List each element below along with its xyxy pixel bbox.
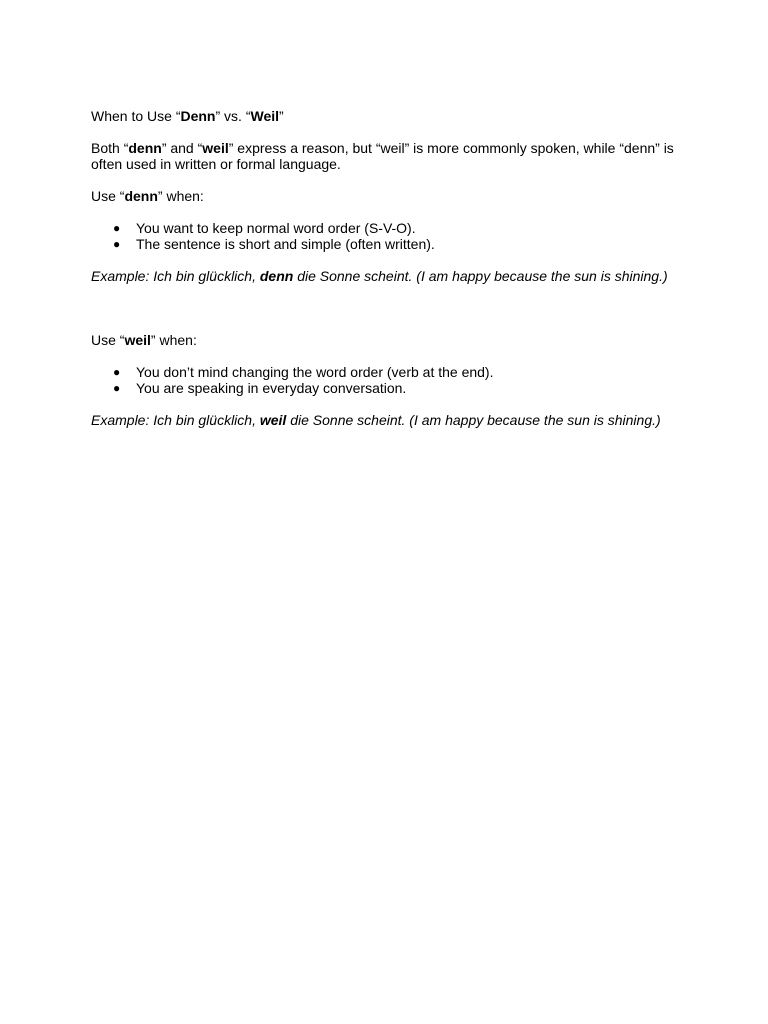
title-word-denn: Denn	[180, 108, 216, 124]
weil-example-prefix: Example: Ich bin glücklich,	[91, 412, 260, 428]
weil-example-suffix: die Sonne scheint. (I am happy because the sun is shining.)	[286, 412, 661, 428]
weil-example	[91, 412, 681, 428]
document-title	[91, 108, 681, 124]
intro-paragraph	[91, 140, 681, 172]
intro-text-2: ” and “	[161, 140, 203, 156]
section-gap	[91, 284, 681, 332]
list-item	[91, 380, 681, 396]
weil-use-prefix: Use “	[91, 332, 125, 348]
bullet-dot-icon: ●	[113, 237, 121, 251]
denn-use-heading	[91, 188, 681, 204]
weil-use-heading	[91, 332, 681, 348]
list-item	[91, 236, 681, 252]
intro-text-3: ” express a reason, but “weil” is more commonly spoken, while “denn” is often used in written or formal language.	[91, 140, 674, 172]
bullet-dot-icon: ●	[113, 365, 121, 379]
denn-example-suffix: die Sonne scheint. (I am happy because the sun is shining.)	[293, 268, 668, 284]
weil-bullet-list	[91, 364, 681, 396]
list-item	[91, 220, 681, 236]
bullet-dot-icon: ●	[113, 221, 121, 235]
title-suffix: ”	[279, 108, 284, 124]
weil-example-word: weil	[259, 412, 287, 428]
list-item	[91, 364, 681, 380]
denn-example	[91, 268, 681, 284]
denn-bullet-list	[91, 220, 681, 252]
denn-example-word: denn	[259, 268, 294, 284]
list-item-text: You don’t mind changing the word order (verb at the end).	[136, 364, 494, 380]
intro-bold-weil: weil	[202, 140, 229, 156]
list-item-text: The sentence is short and simple (often written).	[136, 236, 435, 252]
title-word-weil: Weil	[250, 108, 280, 124]
denn-example-prefix: Example: Ich bin glücklich,	[91, 268, 260, 284]
title-prefix: When to Use “	[91, 108, 181, 124]
intro-bold-denn: denn	[128, 140, 162, 156]
weil-use-word: weil	[124, 332, 151, 348]
weil-use-suffix: ” when:	[150, 332, 197, 348]
list-item-text: You want to keep normal word order (S-V-O).	[136, 220, 416, 236]
denn-use-prefix: Use “	[91, 188, 125, 204]
document-page	[91, 108, 681, 428]
list-item-text: You are speaking in everyday conversation.	[136, 380, 407, 396]
denn-use-suffix: ” when:	[157, 188, 204, 204]
denn-use-word: denn	[124, 188, 158, 204]
bullet-dot-icon: ●	[113, 381, 121, 395]
intro-text-1: Both “	[91, 140, 129, 156]
title-middle: ” vs. “	[215, 108, 251, 124]
